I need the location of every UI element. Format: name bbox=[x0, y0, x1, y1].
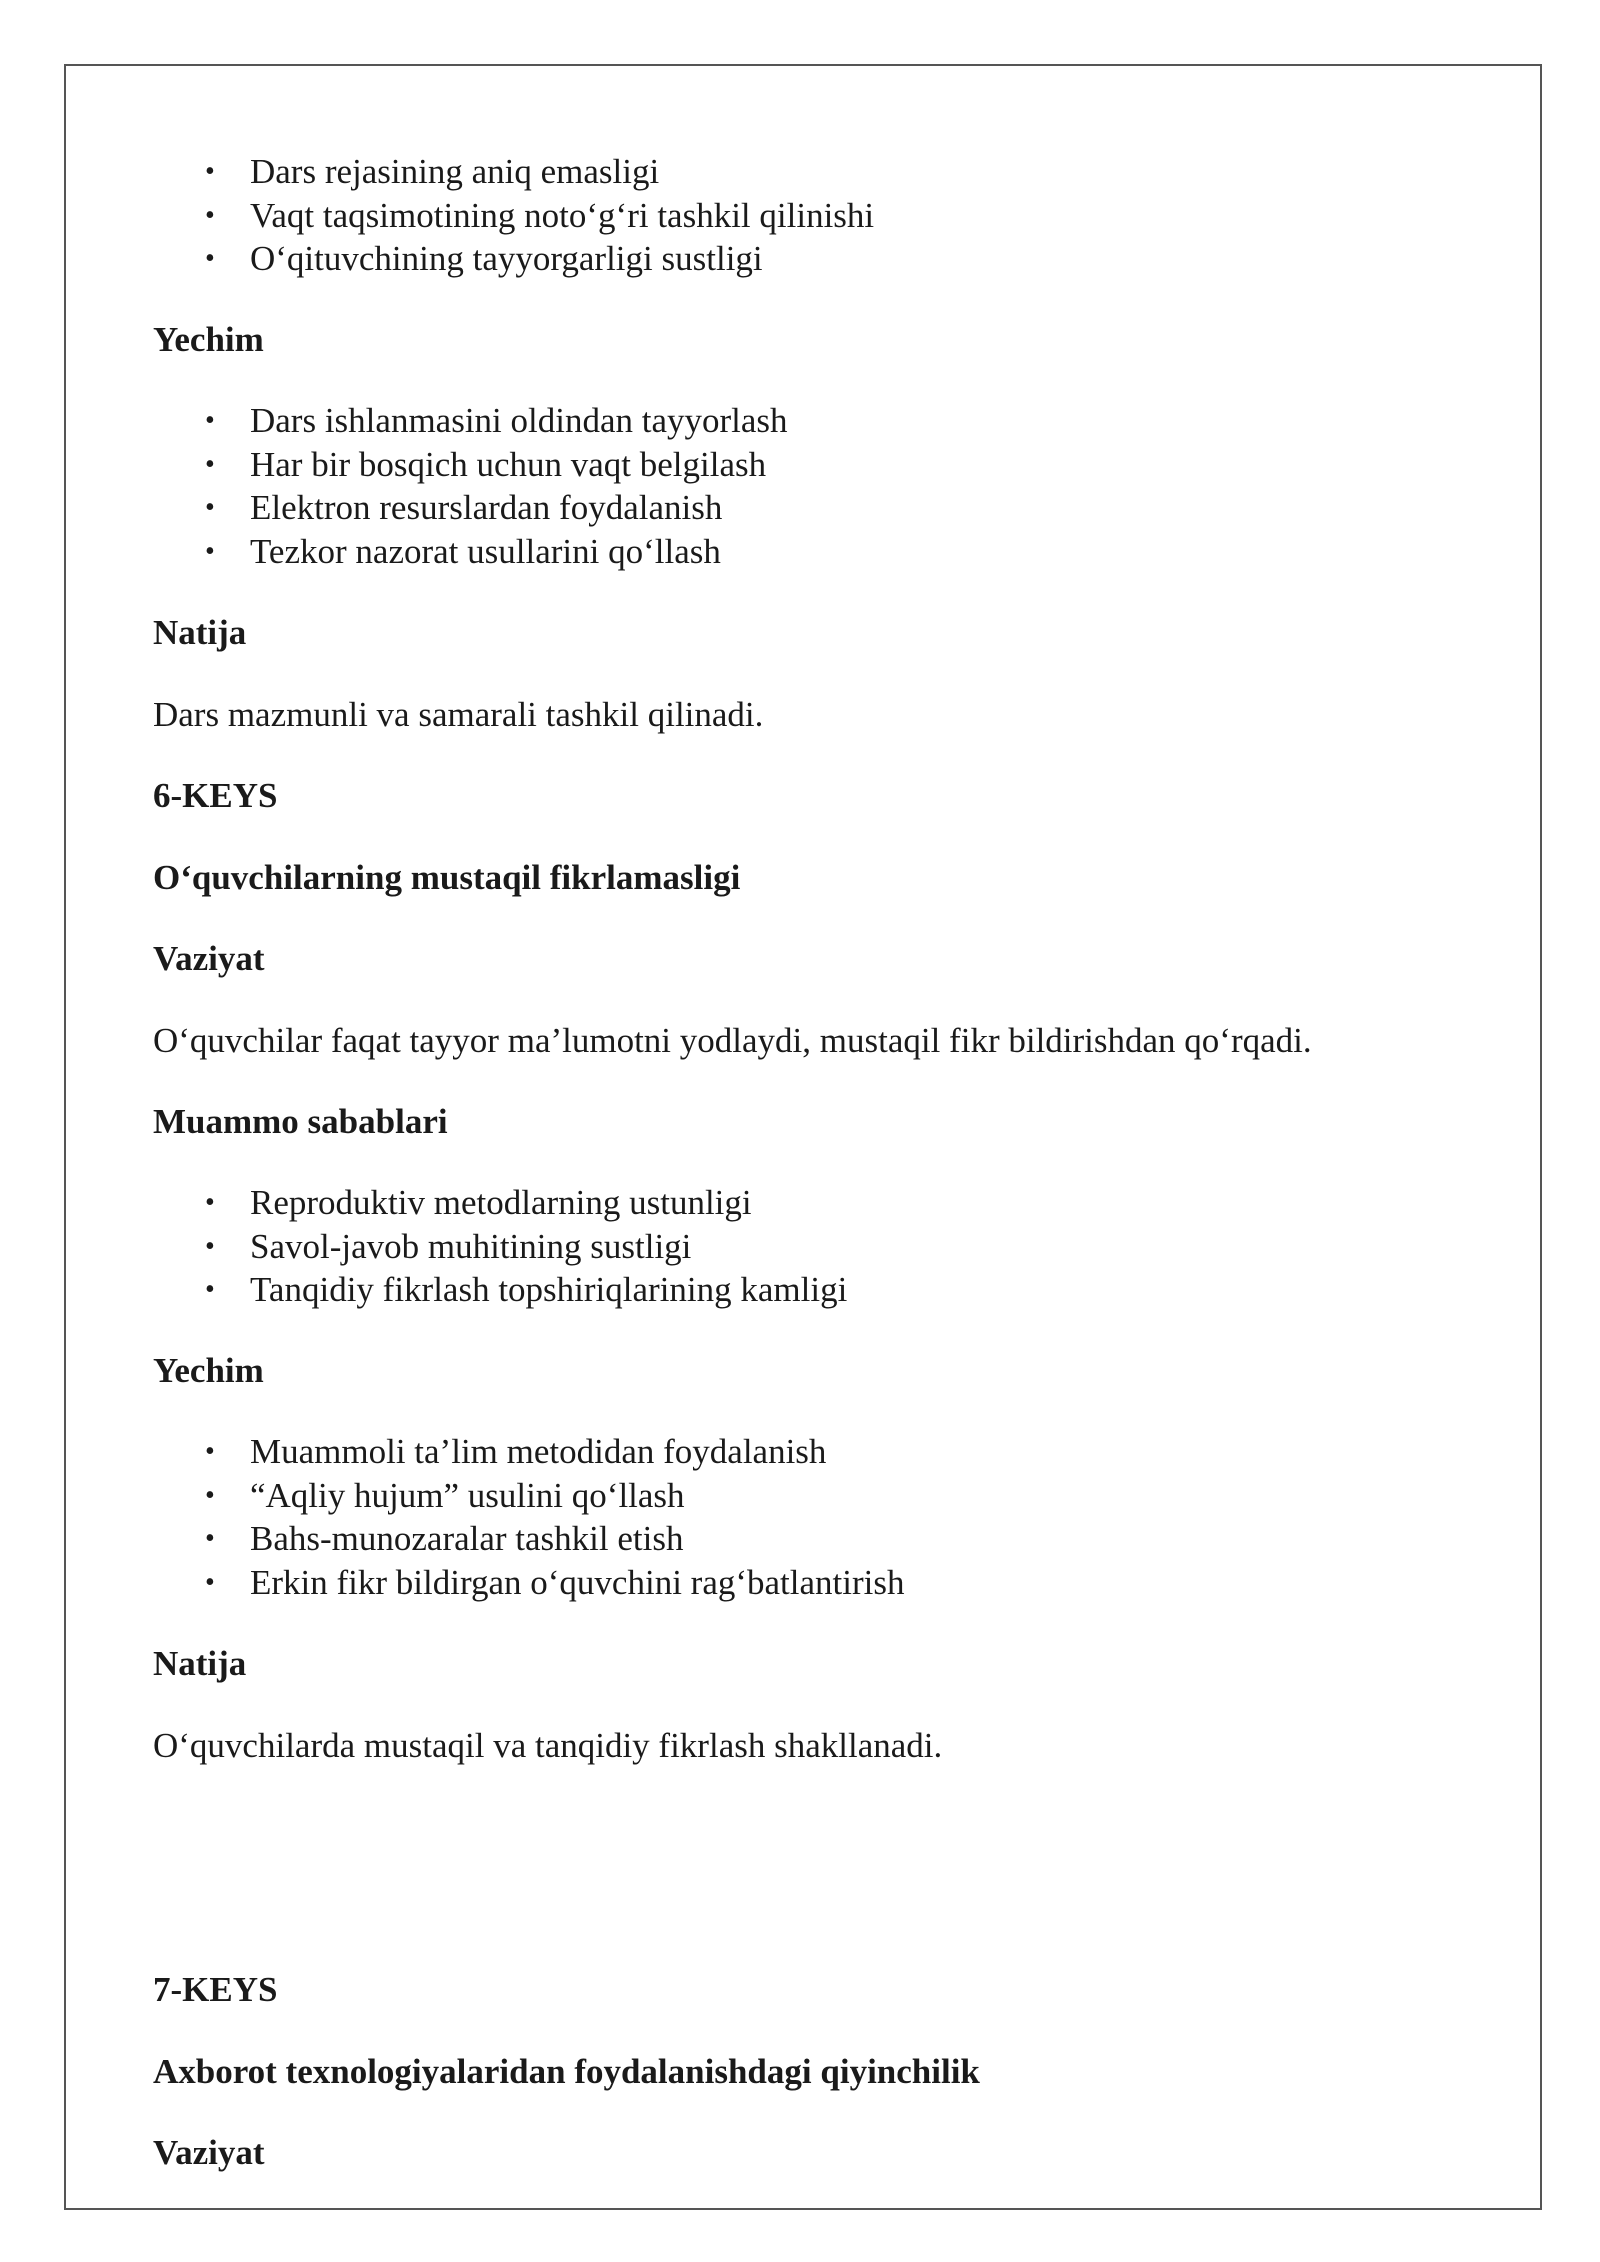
list-item: • Dars ishlanmasini oldindan tayyorlash bbox=[153, 399, 788, 443]
result-paragraph: Dars mazmunli va samarali tashkil qilinadi. bbox=[153, 695, 764, 734]
list-item: • Tezkor nazorat usullarini qo‘llash bbox=[153, 530, 788, 574]
bullet-icon: • bbox=[205, 1479, 215, 1511]
solutions-list-5 bbox=[153, 399, 788, 573]
bullet-icon: • bbox=[205, 1274, 215, 1305]
list-item: • Dars rejasining aniq emasligi bbox=[153, 150, 874, 194]
heading-yechim: Yechim bbox=[153, 1351, 264, 1390]
list-item: • Tanqidiy fikrlash topshiriqlarining kamligi bbox=[153, 1268, 847, 1312]
list-item: • “Aqliy hujum” usulini qo‘llash bbox=[153, 1474, 904, 1518]
heading-natija: Natija bbox=[153, 1644, 247, 1683]
list-item: • Muammoli ta’lim metodidan foydalanish bbox=[153, 1430, 904, 1474]
situation-paragraph: O‘quvchilar faqat tayyor ma’lumotni yodlaydi, mustaqil fikr bildirishdan qo‘rqadi. bbox=[153, 1021, 1312, 1060]
bullet-icon: • bbox=[205, 1523, 215, 1554]
heading-yechim: Yechim bbox=[153, 320, 264, 359]
bullet-icon: • bbox=[205, 535, 215, 567]
bullet-icon: • bbox=[205, 243, 215, 274]
bullet-icon: • bbox=[205, 1187, 215, 1218]
list-item: • Elektron resurslardan foydalanish bbox=[153, 486, 788, 530]
bullet-icon: • bbox=[205, 1566, 215, 1598]
bullet-icon: • bbox=[205, 448, 215, 480]
bullet-icon: • bbox=[205, 492, 215, 523]
result-paragraph: O‘quvchilarda mustaqil va tanqidiy fikrlash shakllanadi. bbox=[153, 1726, 943, 1765]
bullet-icon: • bbox=[205, 1436, 215, 1467]
list-item: • Reproduktiv metodlarning ustunligi bbox=[153, 1181, 847, 1225]
case-title-7: Axborot texnologiyalaridan foydalanishdagi qiyinchilik bbox=[153, 2052, 980, 2091]
heading-vaziyat: Vaziyat bbox=[153, 939, 265, 978]
bullet-icon: • bbox=[205, 1230, 215, 1262]
heading-natija: Natija bbox=[153, 613, 247, 652]
case-number-7: 7-KEYS bbox=[153, 1970, 278, 2009]
list-item: • Vaqt taqsimotining noto‘g‘ri tashkil qilinishi bbox=[153, 194, 874, 238]
causes-list-5 bbox=[153, 150, 874, 281]
list-item: • Erkin fikr bildirgan o‘quvchini rag‘batlantirish bbox=[153, 1561, 904, 1605]
bullet-icon: • bbox=[205, 199, 215, 231]
list-item: • Har bir bosqich uchun vaqt belgilash bbox=[153, 443, 788, 487]
case-title-6: O‘quvchilarning mustaqil fikrlamasligi bbox=[153, 858, 741, 897]
list-item: • Bahs-munozaralar tashkil etish bbox=[153, 1517, 904, 1561]
list-item: • Savol-javob muhitining sustligi bbox=[153, 1225, 847, 1269]
heading-vaziyat: Vaziyat bbox=[153, 2133, 265, 2172]
list-item: • O‘qituvchining tayyorgarligi sustligi bbox=[153, 237, 874, 281]
bullet-icon: • bbox=[205, 156, 215, 187]
solutions-list-6 bbox=[153, 1430, 904, 1604]
bullet-icon: • bbox=[205, 405, 215, 436]
case-number-6: 6-KEYS bbox=[153, 776, 278, 815]
heading-muammo-sabablari: Muammo sabablari bbox=[153, 1102, 448, 1141]
causes-list-6 bbox=[153, 1181, 847, 1312]
